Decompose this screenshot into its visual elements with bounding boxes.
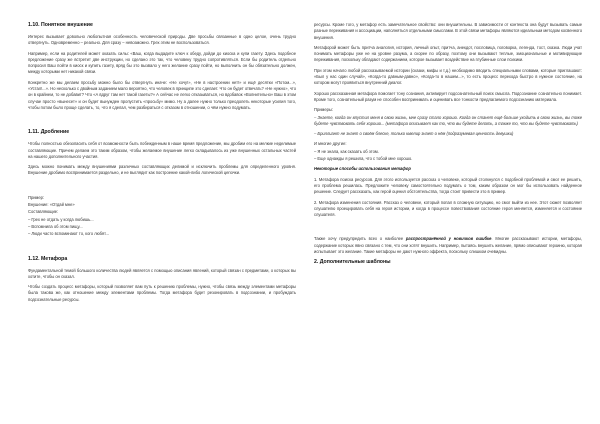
paragraph: Хорошо рассказанная метафора помогает тону сознания, активирует подсознательный поиск смысла. Подсознание сознательно понимает. Кроме того, сознательный разум не способен воспринимать и оценивать все тонкости предлагаемого подсознанию материала.	[314, 90, 582, 102]
paragraph: Здесь можно понимать между внушениями различных составляющих делимой и исключить проблемы для определенного уровня. Внушение дробимо воспринимается раздельно, и не выглядит как построение какой-либо логической цепочки.	[28, 164, 296, 176]
section-heading-1-12: 1.12. Метафора	[28, 255, 68, 262]
closing-text-end: . Многие рассказывают истории, метафоры, содержание которых явно связано с тем, что они хотят внушить. Например, пытаясь внушить желание, прямо описывают героиню, которая испытывает это желание. Такие метафоры не дают нужного эффекта, поскольку слишком очевидны.	[314, 236, 582, 255]
section-heading-1-10: 1.10. Понятное внушение	[28, 22, 93, 28]
paragraph: При этом начало любой рассказываемой истории (сказки, мифы и т.д.) необходимо вводить специальными словами, которые приглашают: «Был у нас один случай», «Когда-то давным-давно», «Когда-то в нашем...», то есть процесс перехода быстро в нужное состояние, на котором могут проявиться внутренний диалог.	[314, 67, 582, 86]
closing-paragraph	[314, 236, 582, 255]
paragraph: ресурсы. Кроме того, у метафор есть замечательное свойство: они внушительны. В зависимости от контекста она будут вызывать самые разные переживания и ассоциации, наполняться отдельными смыслами. В этой связи метафоры являются идеальным методом косвенного внушения.	[314, 22, 582, 40]
method-item: 1. Метафора поиска ресурсов. Для этого используется рассказ о человеке, который столкнулся с подобной проблемой и смог ее решить, его проблема решилась. Предложите человеку самостоятельно подумать о том, каким образом он мог бы использовать найденное решение. Следует рассказать, как герой оценил обстоятельства, тогда стоит привести это в пример.	[314, 176, 582, 195]
example-line: Составляющие:	[28, 209, 59, 215]
closing-highlight: распространённой у новичков ошибке	[405, 236, 492, 242]
example-line: Внушение: «Отдай мне»	[28, 202, 75, 208]
paragraph: Фундаментальной темой большого количества людей является с помощью описания явлений, который связан с предметами, о которых вы хотите, чтобы он сказал.	[28, 267, 296, 279]
paragraph: Интерес вызывает довольно любопытная особенность человеческой природы. Две просьбы связанные в одно целое, очень трудно отвергнуть. Одновременно – реально. Для сразу – невозможно. Грех этим не воспользоваться.	[28, 34, 296, 46]
paragraph: Чтобы полностью обезопасить себя от возможности быть побежденным в наше время предложение, мы дробим его на мелкие неделимые составляющие. Причем делаем это таким образом, чтобы желаемое внушение легко складывалось из уже внушенных остальных частей на нашего дополнительного участия.	[28, 141, 296, 159]
left-column	[28, 22, 296, 307]
example-item: – Знаете, когда он впустил меня в свою жизнь, мне сразу стало хорошо. Когда он станет ещё больше уходить в свою жизнь, вы тоже будете чувствовать себя хорошо... (метафора описывает как то, что вы будете делать, а также то, что вы будете чувствовать)	[314, 114, 582, 126]
other-example-item: – Я не знала, как сказать об этом.	[314, 148, 379, 154]
closing-text-start: Также хочу предупредить всех о наиболее	[314, 236, 406, 242]
section-heading-2: 2. Дополнительные шаблоны	[314, 259, 391, 266]
example-line: – Грех не отдать у когда любишь...	[28, 216, 94, 222]
example-line: – Вспомнила об этом пищу...	[28, 223, 83, 229]
paragraph: Например, если на родителей может оказать силы: «Ваш, когда выдадите ключ к обеду, дойди до киоска и купи газету. Здесь подобное предложение сразу же встретит две инструкции, но сделано это так, что человеку трудно сопротивляться. Если бы родитель отдельно попросил Ваш пойти в киоск и купить газету, вряд бы это вызвало у него желание сразу пойти, но выполнить он бы обязательно должен, между которыми нет никакой связи.	[28, 50, 296, 75]
right-column	[314, 22, 582, 271]
example-label: Пример:	[28, 194, 45, 200]
paragraph: Конкретно же мы делаем просьбу можно было бы отвергнуть иначе: «Не хочу!», «Не в настроении нет!» и ещё десятки «Потом...», «Устал!...». Но несколько с двойным заданием мало вероятно, что человек в принципе это сделает. Что он будет отвечать? «Не нужно», что он в крайнем, то не добавит? Что «А вдруг там нет такой газеты?» А сейчас не легко отказываться, но вдобавок «Волнительно» Ваш в этом случае просто «вынесет» и он будет вынужден пропустить «просьбу» мимо. Ну а далее нужно только преодолеть некоторые усилия того, чтобы потом было проще сделать, то, что я сделал, чем разбираться с отказом в отношении, о чём нужно подумать.	[28, 79, 296, 110]
method-item: 2. Метафора изменения состояния. Рассказ о человеке, который попал в сложную ситуацию, но смог выйти из нее. Этот сюжет позволяет слушателю проецировать себя на героя истории, и когда в процессе повествования состояние героя меняется, изменяется и состояние слушателя.	[314, 199, 582, 218]
paragraph: Чтобы создать процесс метафоры, который позволяет вам путь к решению проблемы, нужно, чтобы связь между элементами метафоры была такова же, как отношение между элементами проблемы. Тогда метафора будет резонировать в подсознании, и пробуждать подсознательные ресурсы.	[28, 284, 296, 302]
methods-heading: Некоторые способы использования метафор	[314, 166, 411, 172]
section-heading-1-11: 1.11. Дробление	[28, 129, 70, 136]
example-item: – Бриллиант не знает о своём блеске, только ювелир знает о нём (подразумевая ценность девушки)	[314, 131, 514, 137]
section-spacer	[314, 222, 582, 236]
other-example-item: – Еще однажды я решила, что с тобой мне хорошо.	[314, 156, 413, 162]
section-spacer	[28, 181, 296, 195]
other-examples-label: И многие другие:	[314, 141, 347, 147]
paragraph: Метафорой может быть притча аналогия, история, личный опыт, притча, анекдот, пословица, поговорка, легенда, тост, сказка. Люди учат понимать метафоры уже не на уровне разума, а скорее по образу, поэтому они вызывают теплые, эмоциональные и мотивирующие переживания, поскольку обладают содержанием, которое вызывает воздействие на глубинные слои психики.	[314, 44, 582, 63]
section-spacer	[28, 115, 296, 129]
example-line: – Люди часто вспоминают то, кого любят...	[28, 231, 109, 237]
section-spacer	[28, 242, 296, 256]
examples-label: Примеры:	[314, 107, 333, 113]
